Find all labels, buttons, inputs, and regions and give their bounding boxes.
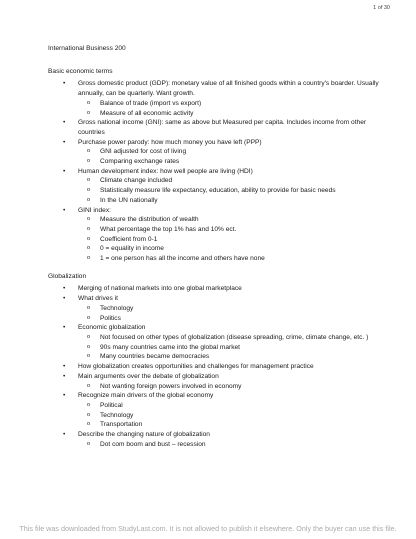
sub-list-item-text: 0 = equality in income	[100, 245, 164, 253]
sub-list	[78, 215, 393, 264]
sub-list	[78, 99, 393, 118]
sub-list	[78, 147, 393, 166]
list-item	[48, 206, 393, 264]
sub-list	[78, 304, 393, 323]
bullet-dot-icon: •	[63, 80, 66, 88]
bullet-list	[48, 284, 393, 449]
list-item-text: GINI index:	[78, 206, 111, 214]
bullet-circle-icon: o	[87, 421, 91, 428]
page-number: 1 of 30	[373, 5, 390, 11]
list-item	[48, 362, 393, 372]
sub-list-item-text: Not wanting foreign powers involved in economy	[100, 382, 242, 390]
bullet-dot-icon: •	[63, 363, 66, 371]
sub-list-item-text: Technology	[100, 411, 134, 419]
bullet-circle-icon: o	[87, 99, 91, 106]
sub-list-item	[78, 411, 393, 421]
sub-list-item-text: Comparing exchange rates	[100, 158, 180, 166]
sub-list-item	[78, 225, 393, 235]
sub-list-item-text: What percentage the top 1% has and 10% ect.	[100, 225, 237, 233]
bullet-circle-icon: o	[87, 216, 91, 223]
bullet-circle-icon: o	[87, 401, 91, 408]
list-item	[48, 167, 393, 206]
sub-list-item-text: Politics	[100, 314, 121, 322]
sub-list	[78, 176, 393, 205]
sub-list-item-text: Balance of trade (import vs export)	[100, 99, 202, 107]
sub-list-item-text: Measure of all economic activity	[100, 109, 194, 117]
sections-container	[48, 67, 393, 450]
sub-list-item	[78, 99, 393, 109]
sub-list-item	[78, 244, 393, 254]
sub-list	[78, 440, 393, 450]
list-item-text: Gross national income (GNI): same as above but Measured per capita. Includes income from other countries	[78, 119, 367, 136]
list-item	[48, 118, 393, 137]
list-item	[48, 323, 393, 362]
download-watermark: This file was downloaded from StudyLast.com. It is not allowed to publish it elsewhere. Only the buyer can use this file.	[19, 524, 397, 533]
bullet-circle-icon: o	[87, 245, 91, 252]
sub-list-item	[78, 254, 393, 264]
bullet-circle-icon: o	[87, 109, 91, 116]
list-item-text: Describe the changing nature of globalization	[78, 431, 210, 439]
list-item-text: Purchase power parody: how much money you have left (PPP)	[78, 138, 262, 146]
sub-list-item	[78, 196, 393, 206]
document-title: International Business 200	[48, 45, 126, 52]
bullet-list	[48, 79, 393, 263]
bullet-circle-icon: o	[87, 235, 91, 242]
sub-list-item	[78, 235, 393, 245]
sub-list-item	[78, 343, 393, 353]
sub-list-item-text: Climate change included	[100, 177, 173, 185]
bullet-circle-icon: o	[87, 187, 91, 194]
sub-list	[78, 382, 393, 392]
bullet-dot-icon: •	[63, 372, 66, 380]
bullet-dot-icon: •	[63, 324, 66, 332]
sub-list-item-text: 90s many countries came into the global market	[100, 343, 241, 351]
section	[48, 272, 393, 450]
sub-list-item	[78, 420, 393, 430]
bullet-circle-icon: o	[87, 304, 91, 311]
bullet-circle-icon: o	[87, 382, 91, 389]
sub-list-item	[78, 304, 393, 314]
list-item-text: Economic globalization	[78, 324, 146, 332]
bullet-circle-icon: o	[87, 314, 91, 321]
sub-list-item	[78, 186, 393, 196]
bullet-circle-icon: o	[87, 353, 91, 360]
bullet-circle-icon: o	[87, 177, 91, 184]
sub-list-item-text: Many countries became democracies	[100, 353, 210, 361]
bullet-circle-icon: o	[87, 343, 91, 350]
sub-list-item-text: Measure the distribution of wealth	[100, 216, 199, 224]
bullet-circle-icon: o	[87, 148, 91, 155]
sub-list-item	[78, 401, 393, 411]
bullet-circle-icon: o	[87, 333, 91, 340]
list-item	[48, 430, 393, 449]
list-item	[48, 294, 393, 323]
list-item	[48, 284, 393, 294]
list-item	[48, 372, 393, 391]
list-item-text: Main arguments over the debate of globalization	[78, 372, 219, 380]
bullet-dot-icon: •	[63, 392, 66, 400]
list-item-text: What drives it	[78, 295, 118, 303]
list-item	[48, 391, 393, 430]
section-heading: Basic economic terms	[48, 67, 113, 75]
list-item	[48, 138, 393, 167]
bullet-circle-icon: o	[87, 158, 91, 165]
sub-list-item-text: Political	[100, 401, 123, 409]
sub-list-item-text: Statistically measure life expectancy, education, ability to provide for basic needs	[100, 187, 336, 195]
bullet-circle-icon: o	[87, 196, 91, 203]
list-item-text: Merging of national markets into one global marketplace	[78, 285, 242, 293]
bullet-dot-icon: •	[63, 285, 66, 293]
sub-list	[78, 401, 393, 430]
sub-list-item	[78, 157, 393, 167]
sub-list-item	[78, 176, 393, 186]
bullet-dot-icon: •	[63, 119, 66, 127]
list-item-text: Gross domestic product (GDP): monetary value of all finished goods within a country's boarder. Usually annually, can be quarterly. Want growth.	[78, 80, 379, 98]
sub-list-item-text: Dot com boom and bust – recession	[100, 440, 206, 448]
list-item-text: Human development index: how well people are living (HDI)	[78, 167, 253, 175]
bullet-dot-icon: •	[63, 206, 66, 214]
sub-list-item	[78, 215, 393, 225]
bullet-dot-icon: •	[63, 138, 66, 146]
bullet-dot-icon: •	[63, 167, 66, 175]
sub-list-item-text: GNI adjusted for cost of living	[100, 148, 187, 156]
section-heading: Globalization	[48, 272, 87, 280]
sub-list-item-text: Technology	[100, 304, 134, 312]
sub-list-item	[78, 147, 393, 157]
sub-list-item	[78, 352, 393, 362]
bullet-circle-icon: o	[87, 440, 91, 447]
document-body	[48, 44, 393, 449]
bullet-circle-icon: o	[87, 411, 91, 418]
sub-list-item	[78, 382, 393, 392]
sub-list-item	[78, 440, 393, 450]
sub-list-item-text: 1 = one person has all the income and others have none	[100, 255, 265, 263]
sub-list	[78, 333, 393, 362]
sub-list-item	[78, 314, 393, 324]
sub-list-item	[78, 333, 393, 343]
sub-list-item	[78, 109, 393, 119]
list-item	[48, 79, 393, 118]
section	[48, 67, 393, 264]
sub-list-item-text: Not focused on other types of globalization (disease spreading, crime, climate change, etc. )	[100, 333, 369, 341]
sub-list-item-text: Transportation	[100, 421, 143, 429]
bullet-circle-icon: o	[87, 255, 91, 262]
sub-list-item-text: In the UN nationally	[100, 196, 158, 204]
sub-list-item-text: Coefficient from 0-1	[100, 235, 158, 243]
bullet-circle-icon: o	[87, 225, 91, 232]
list-item-text: How globalization creates opportunities and challenges for management practice	[78, 363, 314, 371]
bullet-dot-icon: •	[63, 431, 66, 439]
list-item-text: Recognize main drivers of the global economy	[78, 392, 214, 400]
bullet-dot-icon: •	[63, 295, 66, 303]
